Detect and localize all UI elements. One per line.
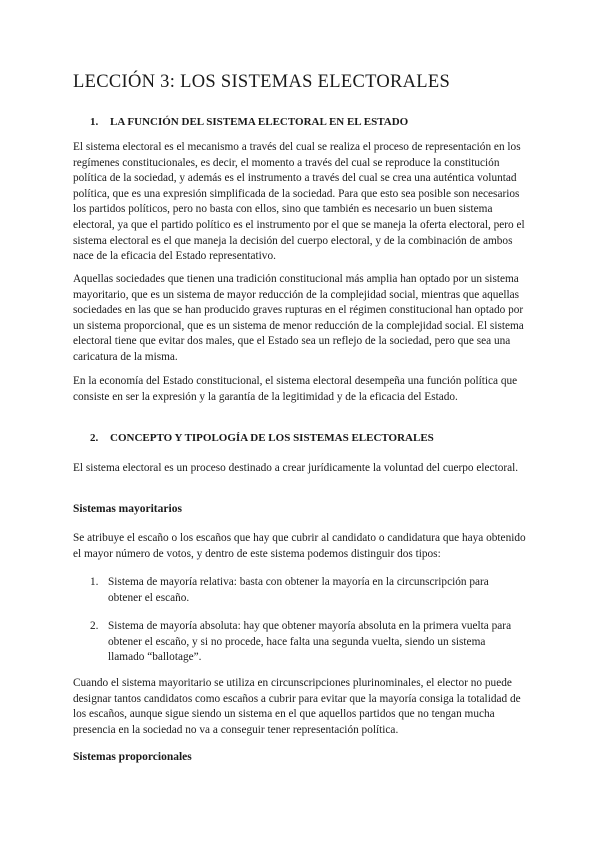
subheading-proporcionales: Sistemas proporcionales: [73, 751, 192, 763]
paragraph: El sistema electoral es el mecanismo a través del cual se realiza el proceso de representación en los regímenes constitucionales, es decir, el momento a través del cual se reproduce la constitución política de la sociedad, y además es el instrumento a través del cual se crea una auténtica voluntad política, que es una expresión simplificada de la sociedad. Para que esto sea posible son necesarios los partidos políticos, pero no basta con ellos, sino que también es necesario un buen sistema electoral, ya que el partido político es el instrumento por el que se maneja la oferta electoral, pero el sistema electoral es el que maneja la decisión del cuerpo electoral, y de la combinación de ambos nace de la eficacia del Estado representativo.: [73, 141, 525, 263]
paragraph: El sistema electoral es un proceso destinado a crear jurídicamente la voluntad del cuerpo electoral.: [73, 462, 519, 474]
section-number: 1.: [90, 116, 99, 128]
list-number: 2.: [90, 620, 99, 632]
list-text: Sistema de mayoría relativa: basta con obtener la mayoría en la circunscripción para obtener el escaño.: [108, 576, 489, 604]
list-number: 1.: [90, 576, 99, 588]
paragraph: Cuando el sistema mayoritario se utiliza en circunscripciones plurinominales, el elector no puede designar tantos candidatos como escaños a cubrir para evitar que la mayoría consiga la totalidad de los escaños, aunque sigue siendo un sistema en el que aquellos partidos que no tengan mucha presencia en la sociedad no va a conseguir tener representación política.: [73, 677, 521, 736]
paragraph: Aquellas sociedades que tienen una tradición constitucional más amplia han optado por un sistema mayoritario, que es un sistema de mayor reducción de la complejidad social, mientras que aquellas sociedades en las que se han producido graves rupturas en el régimen constitucional han optado por un sistema proporcional, que es un sistema de menor reducción de la complejidad social. El sistema electoral tiene que evitar dos males, que el Estado sea un reflejo de la sociedad, pero que sea una caricatura de la misma.: [73, 273, 524, 363]
section-title: LA FUNCIÓN DEL SISTEMA ELECTORAL EN EL ESTADO: [110, 116, 409, 128]
list-text: Sistema de mayoría absoluta: hay que obtener mayoría absoluta en la primera vuelta para obtener el escaño, y si no procede, hace falta una segunda vuelta, siendo un sistema llamado “ballotage”.: [108, 620, 512, 664]
paragraph: Se atribuye el escaño o los escaños que hay que cubrir al candidato o candidatura que haya obtenido el mayor número de votos, y dentro de este sistema podemos distinguir dos tipos:: [73, 532, 526, 560]
subheading-mayoritarios: Sistemas mayoritarios: [73, 503, 182, 515]
section-heading-1: [90, 116, 408, 128]
paragraph: En la economía del Estado constitucional, el sistema electoral desempeña una función política que consiste en ser la expresión y la garantía de la legitimidad y de la eficacia del Estado.: [73, 375, 518, 403]
list-item: [90, 575, 522, 606]
section-heading-2: [90, 432, 434, 444]
page-title: LECCIÓN 3: LOS SISTEMAS ELECTORALES: [73, 72, 451, 92]
section-title: CONCEPTO Y TIPOLOGÍA DE LOS SISTEMAS ELECTORALES: [110, 432, 434, 444]
section-number: 2.: [90, 432, 99, 444]
list-item: [90, 619, 522, 666]
